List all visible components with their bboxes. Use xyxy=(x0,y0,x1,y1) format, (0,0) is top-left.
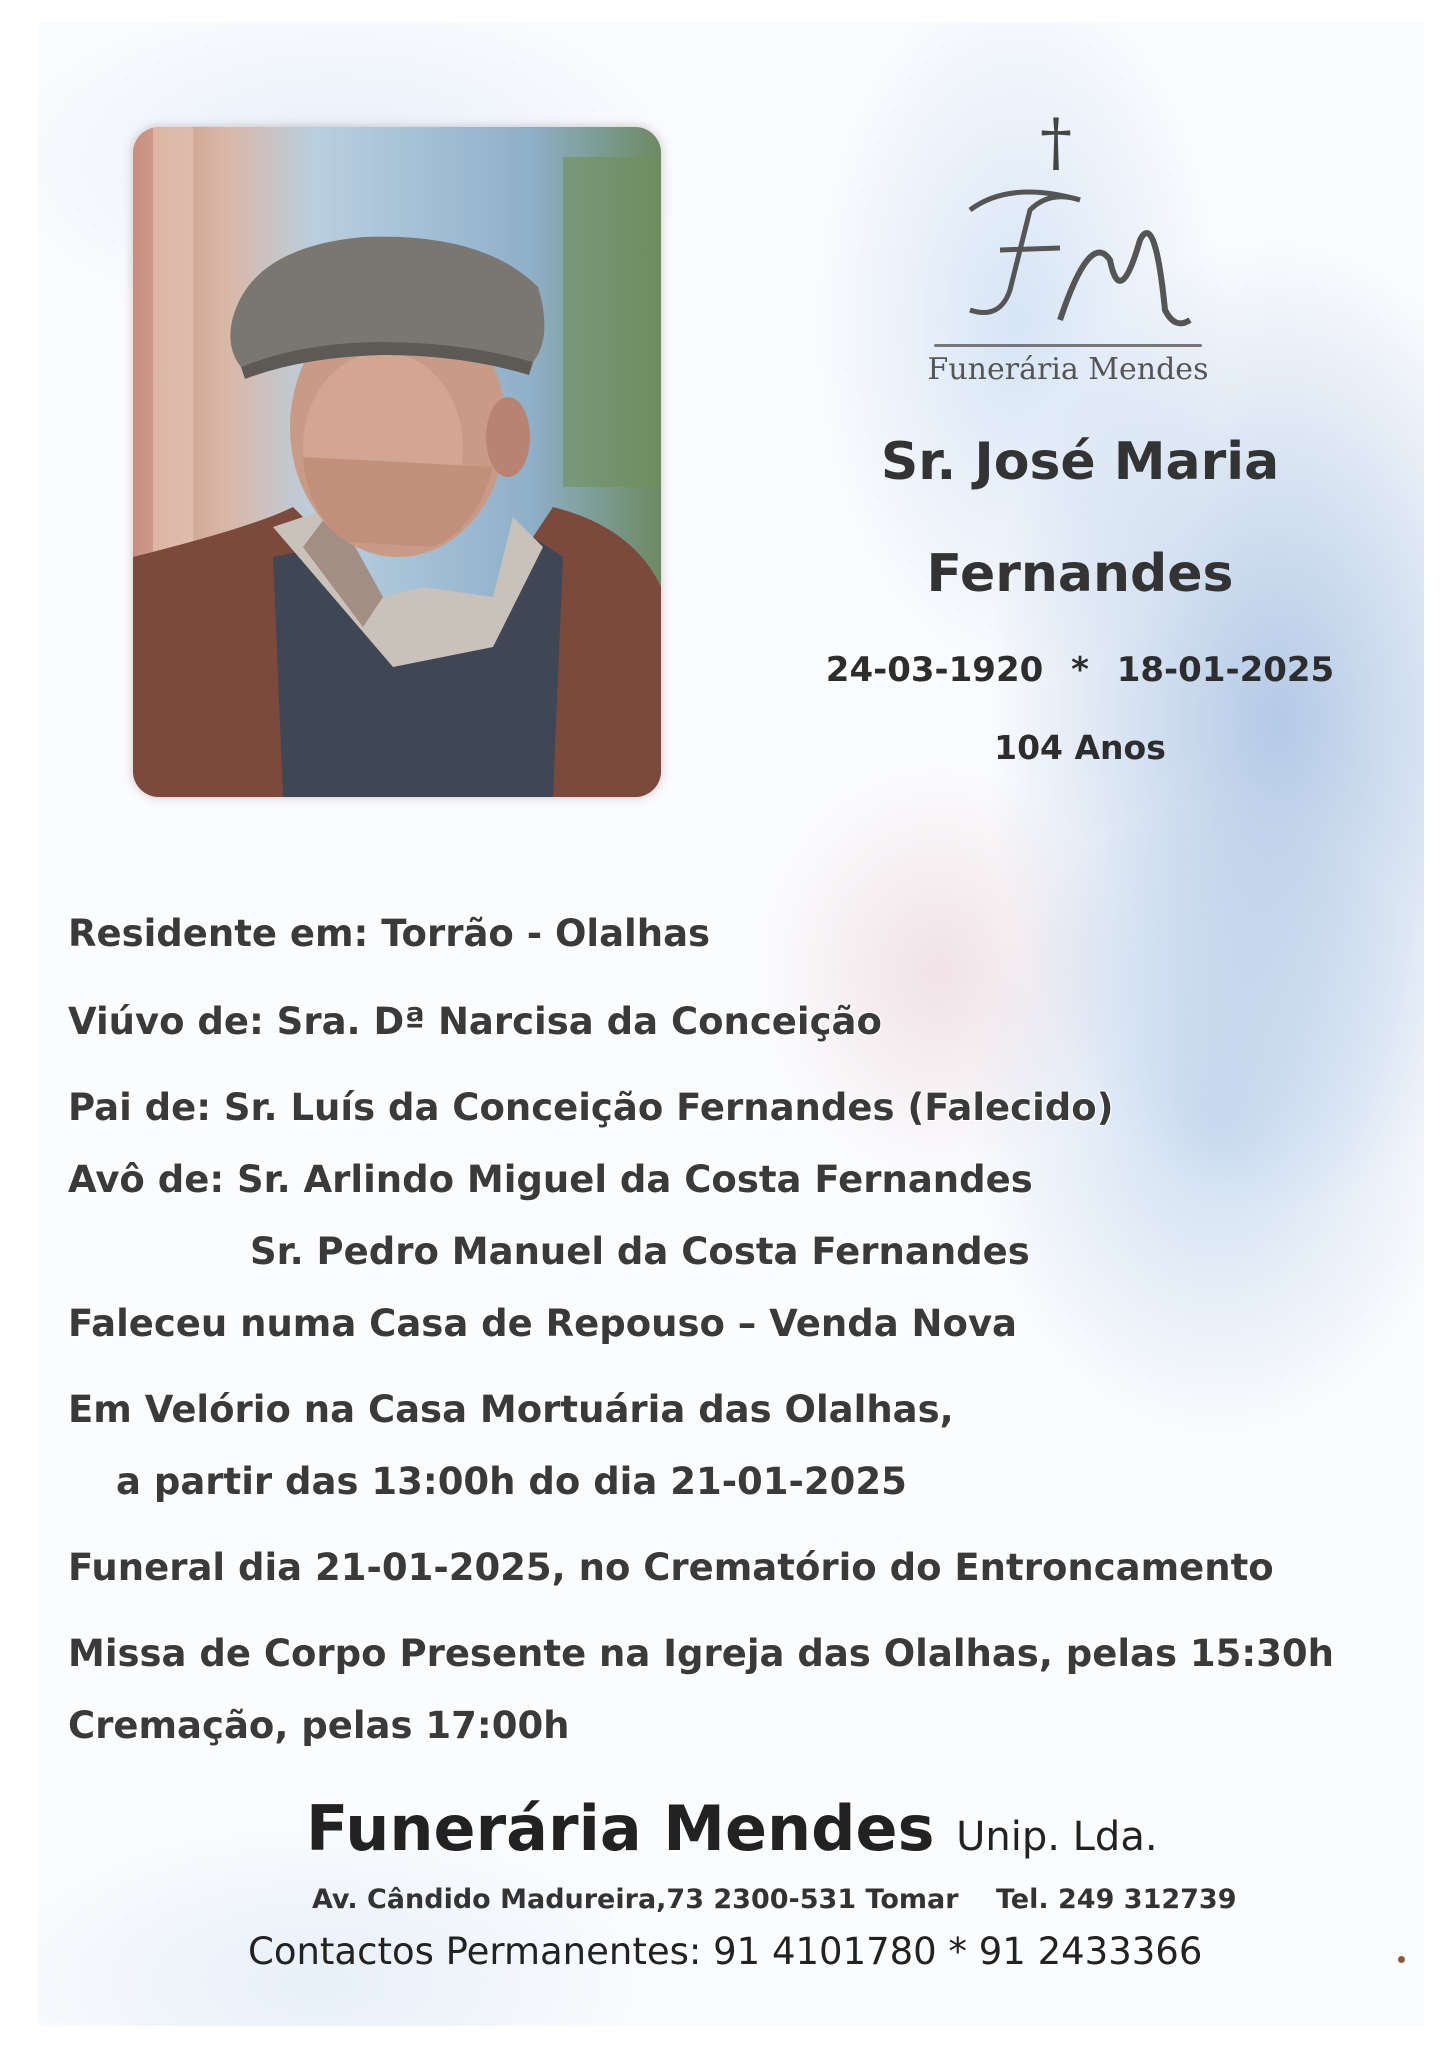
portrait-illustration xyxy=(133,127,661,797)
death-date: 18-01-2025 xyxy=(1116,650,1335,690)
mass-line: Missa de Corpo Presente na Igreja das Olalhas, pelas 15:30h xyxy=(68,1632,1335,1675)
father-line: Pai de: Sr. Luís da Conceição Fernandes (Falecido) xyxy=(68,1086,1114,1129)
widower-line: Viúvo de: Sra. Dª Narcisa da Conceição xyxy=(68,1000,882,1043)
deceased-name-line-2: Fernandes xyxy=(926,544,1234,604)
logo-name: Funerária Mendes xyxy=(927,352,1209,387)
funeral-home-logo xyxy=(920,100,1210,390)
company-suffix: Unip. Lda. xyxy=(956,1814,1158,1860)
company-address xyxy=(312,1884,1237,1915)
portrait-photo xyxy=(133,127,661,797)
residence-line: Residente em: Torrão - Olalhas xyxy=(68,912,711,955)
grandchild-line: Sr. Pedro Manuel da Costa Fernandes xyxy=(250,1230,1030,1273)
scan-speck xyxy=(1398,1956,1405,1963)
logo-divider xyxy=(934,344,1202,347)
birth-date: 24-03-1920 xyxy=(825,650,1044,690)
fm-monogram-icon xyxy=(940,170,1200,340)
permanent-contacts: Contactos Permanentes: 91 4101780 * 91 2433366 xyxy=(248,1930,1203,1973)
life-dates xyxy=(780,650,1380,690)
cremation-line: Cremação, pelas 17:00h xyxy=(68,1704,570,1747)
age: 104 Anos xyxy=(994,728,1166,767)
grandfather-line: Avô de: Sr. Arlindo Miguel da Costa Fernandes xyxy=(68,1158,1033,1201)
death-place-line: Faleceu numa Casa de Repouso – Venda Nova xyxy=(68,1302,1018,1345)
wake-line: Em Velório na Casa Mortuária das Olalhas, xyxy=(68,1388,954,1431)
company-title: Funerária Mendes xyxy=(306,1792,935,1865)
wake-time-line: a partir das 13:00h do dia 21-01-2025 xyxy=(116,1460,907,1503)
date-separator: * xyxy=(1071,650,1089,690)
cross-icon: † xyxy=(1040,106,1072,180)
address-text: Av. Cândido Madureira,73 2300-531 Tomar xyxy=(312,1884,959,1915)
deceased-name-line-1: Sr. José Maria xyxy=(880,432,1280,492)
telephone: Tel. 249 312739 xyxy=(995,1884,1237,1915)
company-name xyxy=(306,1792,1158,1865)
funeral-line: Funeral dia 21-01-2025, no Crematório do Entroncamento xyxy=(68,1546,1274,1589)
